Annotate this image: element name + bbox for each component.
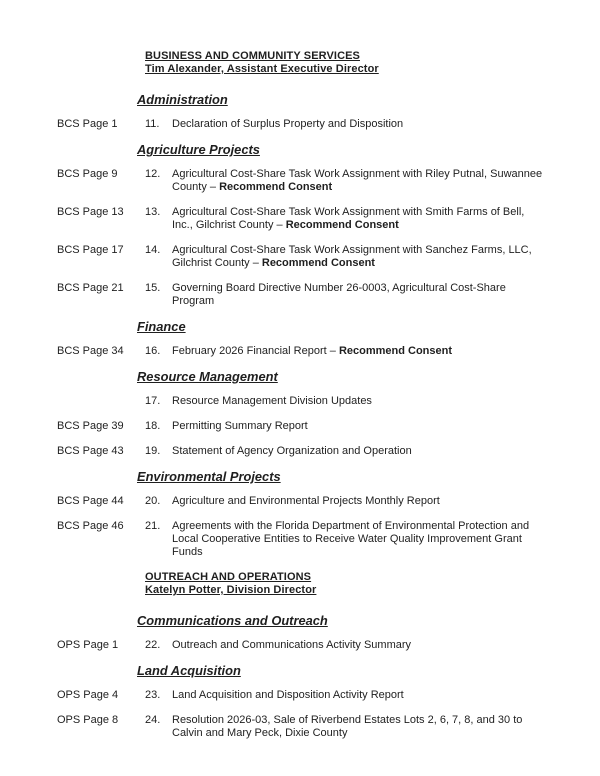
item-text <box>172 420 548 433</box>
item-text <box>172 118 548 131</box>
item-text <box>172 168 548 194</box>
agenda-item <box>57 168 548 194</box>
agenda-item <box>57 520 548 559</box>
item-text-segment: Agricultural Cost-Share Task Work Assignment with Sanchez Farms, LLC, Gilchrist County – <box>172 244 532 269</box>
item-number: 21. <box>145 520 161 532</box>
item-text <box>172 495 548 508</box>
item-text <box>172 445 548 458</box>
item-text <box>172 206 548 232</box>
item-number: 24. <box>145 714 161 726</box>
item-number: 23. <box>145 689 161 701</box>
division-title: BUSINESS AND COMMUNITY SERVICES <box>145 50 360 62</box>
item-text-segment: Land Acquisition and Disposition Activity Report <box>172 689 404 701</box>
item-text <box>172 520 548 559</box>
page-ref-label <box>57 395 145 408</box>
division-title: OUTREACH AND OPERATIONS <box>145 571 312 583</box>
page-ref-label: OPS Page 4 <box>57 689 119 701</box>
agenda-item <box>57 639 548 652</box>
page-ref-label: BCS Page 9 <box>57 168 118 180</box>
item-text-segment: Agreements with the Florida Department of Environmental Protection and Local Cooperative Entities to Receive Water Quality Improvement Grant Funds <box>172 520 530 558</box>
item-text <box>172 282 548 308</box>
item-text-segment: Governing Board Directive Number 26-0003, Agricultural Cost-Share Program <box>172 282 506 307</box>
item-text-segment: February 2026 Financial Report – <box>172 345 339 357</box>
agenda-item <box>57 689 548 702</box>
item-text-segment: Agricultural Cost-Share Task Work Assignment with Riley Putnal, Suwannee County – <box>172 168 543 193</box>
item-number: 18. <box>145 420 161 432</box>
agenda-item <box>57 345 548 358</box>
item-text-segment: Resource Management Division Updates <box>172 395 372 407</box>
item-text <box>172 639 548 652</box>
item-text-segment: Statement of Agency Organization and Operation <box>172 445 412 457</box>
item-text-segment: Recommend Consent <box>219 181 333 193</box>
item-text-segment: Agriculture and Environmental Projects Monthly Report <box>172 495 440 507</box>
agenda-item <box>57 495 548 508</box>
page-ref-label: BCS Page 34 <box>57 345 124 357</box>
item-text <box>172 714 548 740</box>
item-number: 13. <box>145 206 161 218</box>
section-heading: Land Acquisition <box>137 663 241 678</box>
item-number: 11. <box>145 118 160 130</box>
item-number: 16. <box>145 345 161 357</box>
division-header <box>145 571 548 597</box>
agenda-item <box>57 118 548 131</box>
section-heading: Agriculture Projects <box>137 142 260 157</box>
item-text <box>172 345 548 358</box>
page-ref-label: BCS Page 43 <box>57 445 124 457</box>
page-ref-label: BCS Page 21 <box>57 282 124 294</box>
item-text-segment: Resolution 2026-03, Sale of Riverbend Estates Lots 2, 6, 7, 8, and 30 to Calvin and Mary Peck, Dixie County <box>172 714 523 739</box>
item-text-segment: Declaration of Surplus Property and Disposition <box>172 118 404 130</box>
agenda-item <box>57 206 548 232</box>
section-heading: Environmental Projects <box>137 469 281 484</box>
item-number: 20. <box>145 495 161 507</box>
page-ref-label: OPS Page 8 <box>57 714 119 726</box>
division-director: Katelyn Potter, Division Director <box>145 584 317 596</box>
page-ref-label: BCS Page 39 <box>57 420 124 432</box>
item-text-segment: Recommend Consent <box>338 345 453 357</box>
item-text-segment: Permitting Summary Report <box>172 420 308 432</box>
item-number: 17. <box>145 395 161 407</box>
page-ref-label: BCS Page 13 <box>57 206 124 218</box>
item-number: 15. <box>145 282 161 294</box>
item-number: 22. <box>145 639 161 651</box>
agenda-body <box>57 50 548 740</box>
item-text-segment: Agricultural Cost-Share Task Work Assignment with Smith Farms of Bell, Inc., Gilchrist County – <box>172 206 525 231</box>
item-text-segment: Recommend Consent <box>285 219 399 231</box>
item-text-segment: Recommend Consent <box>261 257 375 269</box>
agenda-item <box>57 395 548 408</box>
agenda-item <box>57 445 548 458</box>
page-ref-label: BCS Page 17 <box>57 244 124 256</box>
division-header <box>145 50 548 76</box>
agenda-item <box>57 420 548 433</box>
page-ref-label: BCS Page 46 <box>57 520 124 532</box>
item-text <box>172 689 548 702</box>
page-ref-label: BCS Page 44 <box>57 495 124 507</box>
section-heading: Finance <box>137 319 186 334</box>
page-ref-label: OPS Page 1 <box>57 639 119 651</box>
agenda-item <box>57 714 548 740</box>
item-text-segment: Outreach and Communications Activity Summary <box>172 639 412 651</box>
division-director: Tim Alexander, Assistant Executive Director <box>145 63 379 75</box>
item-text <box>172 395 548 408</box>
item-number: 19. <box>145 445 161 457</box>
item-text <box>172 244 548 270</box>
agenda-item <box>57 244 548 270</box>
item-number: 12. <box>145 168 161 180</box>
section-heading: Resource Management <box>137 369 278 384</box>
agenda-item <box>57 282 548 308</box>
section-heading: Administration <box>137 92 228 107</box>
item-number: 14. <box>145 244 161 256</box>
page-ref-label: BCS Page 1 <box>57 118 118 130</box>
section-heading: Communications and Outreach <box>137 613 328 628</box>
